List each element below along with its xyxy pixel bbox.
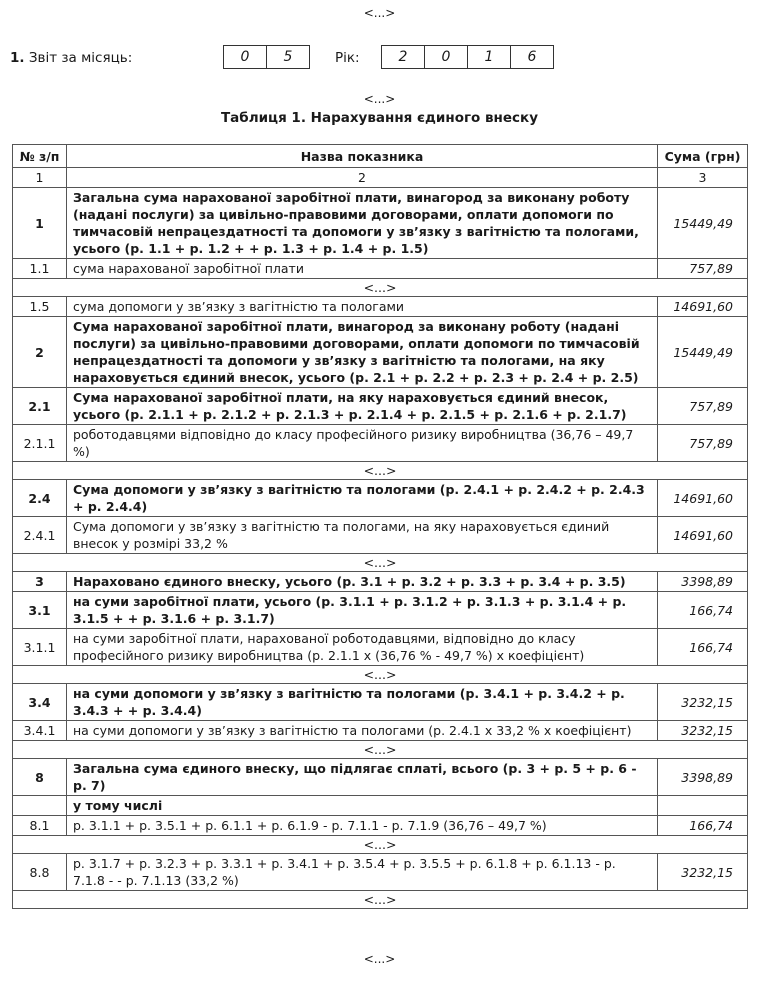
table-row	[13, 425, 748, 462]
row-sum: 757,89	[658, 259, 748, 279]
report-period	[10, 45, 570, 71]
row-sum: 3232,15	[658, 684, 748, 721]
col-header-sum: Сума (грн)	[658, 145, 748, 168]
table-ellipsis-row	[13, 891, 748, 909]
table-row	[13, 572, 748, 592]
col-number-2: 2	[67, 168, 658, 188]
table-row	[13, 721, 748, 741]
table-ellipsis: <...>	[13, 279, 748, 297]
row-indicator-name: Сума допомоги у зв’язку з вагітністю та пологами, на яку нараховується єдиний внесок у розмірі 33,2 %	[67, 517, 658, 554]
table-row	[13, 188, 748, 259]
row-sum: 3398,89	[658, 572, 748, 592]
row-number: 2	[13, 317, 67, 388]
row-indicator-name: на суми заробітної плати, усього (р. 3.1.1 + р. 3.1.2 + р. 3.1.3 + р. 3.1.4 + р. 3.1.5 + + р. 3.1.6 + р. 3.1.7)	[67, 592, 658, 629]
table-ellipsis-row	[13, 741, 748, 759]
table-title: Таблиця 1. Нарахування єдиного внеску	[220, 110, 539, 126]
table-ellipsis: <...>	[13, 836, 748, 854]
report-label-number: 1.	[10, 50, 25, 66]
contribution-table	[12, 144, 748, 909]
table-ellipsis-row	[13, 666, 748, 684]
row-indicator-name: на суми допомоги у зв’язку з вагітністю та пологами (р. 2.4.1 х 33,2 % х коефіцієнт)	[67, 721, 658, 741]
row-indicator-name: Сума нарахованої заробітної плати, винагород за виконану роботу (надані послуги) за цивільно-правовими договорами, оплати допомоги по тимчасовій непрацездатності та допомоги у зв’язку з вагітністю та пологами, на яку нараховується єдиний внесок, усього (р. 2.1 + р. 2.2 + р. 2.3 + р. 2.4 + р. 2.5)	[67, 317, 658, 388]
row-indicator-name: р. 3.1.7 + р. 3.2.3 + р. 3.3.1 + р. 3.4.1 + р. 3.5.4 + р. 3.5.5 + р. 6.1.8 + р. 6.1.13 - р. 7.1.8 - - р. 7.1.13 (33,2 %)	[67, 854, 658, 891]
row-sum	[658, 796, 748, 816]
row-number: 2.4	[13, 480, 67, 517]
row-sum: 3398,89	[658, 759, 748, 796]
table-header-row	[13, 145, 748, 168]
row-sum: 14691,60	[658, 480, 748, 517]
row-sum: 15449,49	[658, 188, 748, 259]
table-row	[13, 517, 748, 554]
table-row	[13, 480, 748, 517]
table-row	[13, 317, 748, 388]
table-ellipsis-row	[13, 554, 748, 572]
row-number	[13, 796, 67, 816]
row-number: 8.1	[13, 816, 67, 836]
row-number: 1.1	[13, 259, 67, 279]
row-number: 2.1	[13, 388, 67, 425]
row-sum: 14691,60	[658, 517, 748, 554]
row-sum: 757,89	[658, 425, 748, 462]
row-indicator-name: роботодавцями відповідно до класу професійного ризику виробництва (36,76 – 49,7 %)	[67, 425, 658, 462]
row-sum: 15449,49	[658, 317, 748, 388]
row-number: 8	[13, 759, 67, 796]
year-digit-3[interactable]: 1	[467, 45, 511, 69]
table-ellipsis-row	[13, 279, 748, 297]
col-number-3: 3	[658, 168, 748, 188]
row-indicator-name: сума допомоги у зв’язку з вагітністю та пологами	[67, 297, 658, 317]
row-sum: 166,74	[658, 629, 748, 666]
row-indicator-name: Загальна сума єдиного внеску, що підлягає сплаті, всього (р. 3 + р. 5 + р. 6 - р. 7)	[67, 759, 658, 796]
report-label-text: Звіт за місяць:	[28, 50, 133, 66]
report-month-label	[10, 50, 132, 66]
month-digit-2[interactable]: 5	[266, 45, 310, 69]
ellipsis-before-title: <...>	[363, 92, 396, 106]
row-indicator-name: Сума нарахованої заробітної плати, на яку нараховується єдиний внесок, усього (р. 2.1.1 + р. 2.1.2 + р. 2.1.3 + р. 2.1.4 + р. 2.1.5 + р. 2.1.6 + р. 2.1.7)	[67, 388, 658, 425]
ellipsis-bottom: <...>	[363, 952, 396, 966]
table-row	[13, 759, 748, 796]
row-indicator-name: у тому числі	[67, 796, 658, 816]
year-label: Рік:	[335, 50, 360, 66]
column-numbers-row	[13, 168, 748, 188]
table-ellipsis-row	[13, 836, 748, 854]
table-ellipsis: <...>	[13, 554, 748, 572]
year-digit-1[interactable]: 2	[381, 45, 425, 69]
table-row	[13, 297, 748, 317]
row-indicator-name: на суми заробітної плати, нарахованої роботодавцями, відповідно до класу професійного ризику виробництва (р. 2.1.1 х (36,76 % - 49,7 %) х коефіцієнт)	[67, 629, 658, 666]
row-number: 2.1.1	[13, 425, 67, 462]
table-ellipsis: <...>	[13, 891, 748, 909]
table-ellipsis: <...>	[13, 666, 748, 684]
row-number: 8.8	[13, 854, 67, 891]
year-digit-2[interactable]: 0	[424, 45, 468, 69]
row-indicator-name: Нараховано єдиного внеску, усього (р. 3.1 + р. 3.2 + р. 3.3 + р. 3.4 + р. 3.5)	[67, 572, 658, 592]
row-number: 3.4.1	[13, 721, 67, 741]
col-header-number: № з/п	[13, 145, 67, 168]
row-sum: 166,74	[658, 816, 748, 836]
table-ellipsis-row	[13, 462, 748, 480]
table-ellipsis: <...>	[13, 741, 748, 759]
row-indicator-name: сума нарахованої заробітної плати	[67, 259, 658, 279]
row-indicator-name: на суми допомоги у зв’язку з вагітністю та пологами (р. 3.4.1 + р. 3.4.2 + р. 3.4.3 + + р. 3.4.4)	[67, 684, 658, 721]
table-row	[13, 629, 748, 666]
col-header-name: Назва показника	[67, 145, 658, 168]
row-number: 1	[13, 188, 67, 259]
row-indicator-name: Сума допомоги у зв’язку з вагітністю та пологами (р. 2.4.1 + р. 2.4.2 + р. 2.4.3 + р. 2.4.4)	[67, 480, 658, 517]
row-indicator-name: р. 3.1.1 + р. 3.5.1 + р. 6.1.1 + р. 6.1.9 - р. 7.1.1 - р. 7.1.9 (36,76 – 49,7 %)	[67, 816, 658, 836]
row-indicator-name: Загальна сума нарахованої заробітної плати, винагород за виконану роботу (надані послуги) за цивільно-правовими договорами, оплати допомоги по тимчасовій непрацездатності та допомоги у зв’язку з вагітністю та пологами, усього (р. 1.1 + р. 1.2 + + р. 1.3 + р. 1.4 + р. 1.5)	[67, 188, 658, 259]
ellipsis-top: <...>	[363, 6, 396, 20]
table-row	[13, 796, 748, 816]
row-sum: 757,89	[658, 388, 748, 425]
row-number: 3.1.1	[13, 629, 67, 666]
row-sum: 3232,15	[658, 854, 748, 891]
row-number: 1.5	[13, 297, 67, 317]
row-sum: 3232,15	[658, 721, 748, 741]
row-sum: 14691,60	[658, 297, 748, 317]
row-number: 2.4.1	[13, 517, 67, 554]
month-digit-1[interactable]: 0	[223, 45, 267, 69]
row-number: 3.4	[13, 684, 67, 721]
row-sum: 166,74	[658, 592, 748, 629]
table-row	[13, 684, 748, 721]
table-row	[13, 854, 748, 891]
row-number: 3	[13, 572, 67, 592]
year-digit-4[interactable]: 6	[510, 45, 554, 69]
table-row	[13, 259, 748, 279]
table-row	[13, 592, 748, 629]
table-row	[13, 388, 748, 425]
row-number: 3.1	[13, 592, 67, 629]
table-row	[13, 816, 748, 836]
col-number-1: 1	[13, 168, 67, 188]
table-ellipsis: <...>	[13, 462, 748, 480]
